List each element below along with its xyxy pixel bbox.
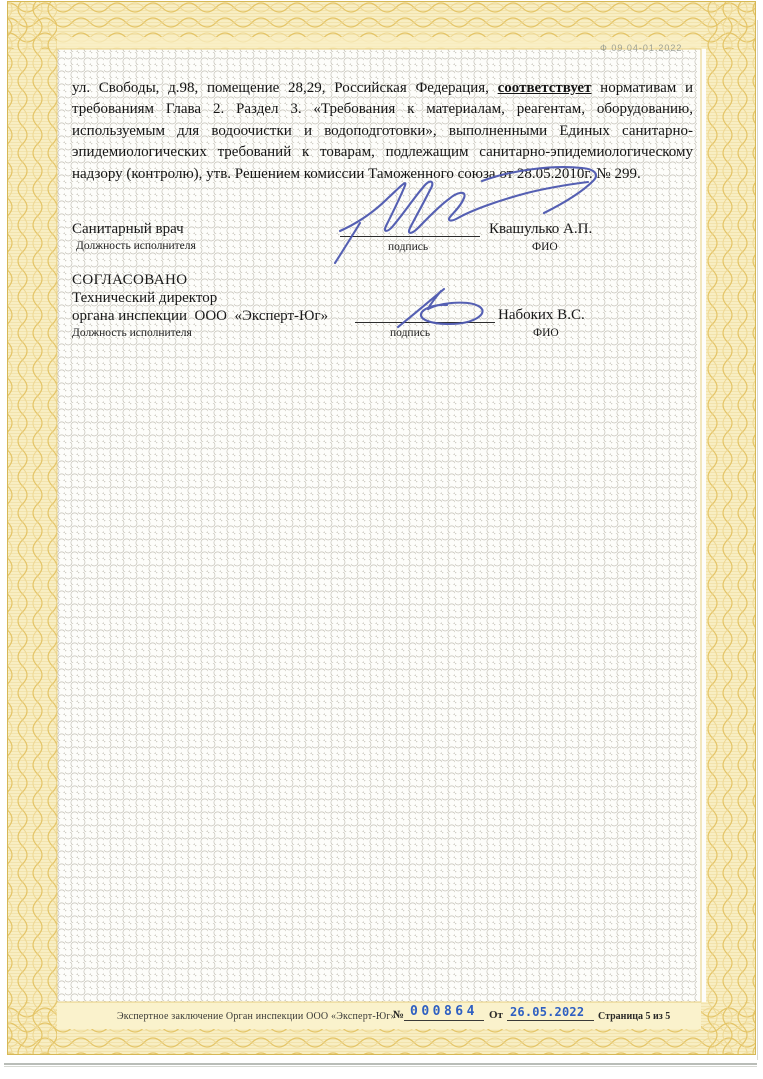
body-emphasis: соответствует: [497, 80, 592, 96]
footer-date-label: От: [489, 1009, 503, 1021]
signer1-role: Санитарный врач: [72, 221, 184, 237]
form-code: Ф 09.04-01.2022: [600, 43, 683, 53]
signer2-name: Набоких В.С.: [498, 307, 585, 323]
footer-number-line: [404, 1020, 484, 1021]
signer1-name: Квашулько А.П.: [489, 221, 593, 237]
stamped-date: 26.05.2022: [510, 1005, 585, 1019]
signer2-name-caption: ФИО: [533, 327, 559, 339]
body-text-after: нормативам и требованиям Глава 2. Раздел 3. «Требования к материалам, реагентам, оборудованию, используемым для водоочистки и водоподготовки», выполненными Единых санитарно-эпидемиологических требований к товарам, подлежащим санитарно-эпидемиологическому надзору (контролю), утв. Решением комиссии Таможенного союза от 28.05.2010г. № 299.: [72, 80, 693, 182]
signer1-role-caption: Должность исполнителя: [76, 240, 196, 252]
signer1-signature-line: [340, 236, 480, 237]
signer1-name-caption: ФИО: [532, 241, 558, 253]
footer-page-info: Страница 5 из 5: [598, 1011, 671, 1022]
footer-date-line: [507, 1020, 594, 1021]
stamped-number: 000864: [410, 1004, 478, 1019]
body-text-before: ул. Свободы, д.98, помещение 28,29, Российская Федерация,: [72, 80, 498, 96]
signer1-sign-caption: подпись: [388, 241, 429, 253]
signer2-role-line1: Технический директор: [72, 290, 218, 306]
footer-number-label: №: [393, 1009, 405, 1021]
footer-org-text: Экспертное заключение Орган инспекции ООО «Эксперт-Юг»: [117, 1011, 396, 1022]
body-paragraph: [72, 78, 693, 185]
signer2-signature-line: [355, 322, 495, 323]
signer2-role-line2: органа инспекции ООО «Эксперт-Юг»: [72, 308, 329, 324]
signer2-sign-caption: подпись: [390, 327, 431, 339]
approved-label: СОГЛАСОВАНО: [72, 272, 188, 288]
signer2-role-caption: Должность исполнителя: [72, 327, 192, 339]
